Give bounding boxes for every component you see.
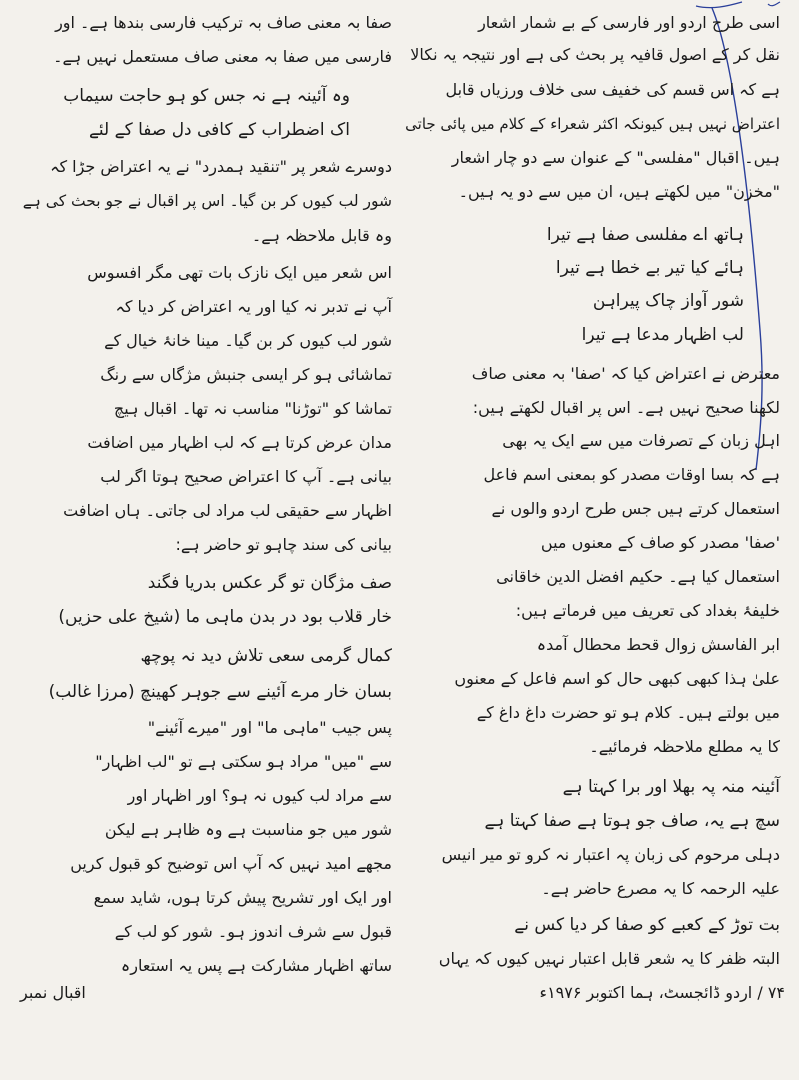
verse-line: وہ آئینہ ہے نہ جس کو ہو حاجت سیماب — [63, 86, 350, 106]
page-number-and-issue: ۷۴ / اردو ڈائجسٹ، ہما اکتوبر ۱۹۷۶ء — [539, 983, 785, 1002]
verse-line: صف مژگان تو گر عکس بدریا فگند — [147, 573, 392, 593]
text-line: علیٰ ہذا کبھی کبھی حال کو اسم فاعل کے معنوں — [454, 669, 780, 688]
text-line: لکھنا صحیح نہیں ہے۔ اس پر اقبال لکھتے ہیں: — [472, 398, 780, 417]
section-label: اقبال نمبر — [20, 983, 86, 1002]
text-line: اسی طرح اردو اور فارسی کے بے شمار اشعار — [478, 13, 780, 32]
verse-line: ہاتھ اے مفلسی صفا ہے تیرا — [546, 225, 744, 245]
text-line: دہلی مرحوم کی زبان پہ اعتبار نہ کرو تو میر انیس — [441, 845, 780, 864]
text-line: ساتھ اظہار مشارکت ہے پس یہ استعارہ — [120, 956, 392, 975]
text-line: 'صفا' مصدر کو صاف کے معنوں میں — [540, 533, 780, 552]
text-line: شور لب کیوں کر بن گیا۔ مینا خانۂ خیال کے — [104, 331, 392, 350]
text-line: استعمال کرتے ہیں جس طرح اردو والوں نے — [491, 499, 780, 518]
text-line: مجھے امید نہیں کہ آپ اس توضیح کو قبول کریں — [70, 854, 392, 873]
text-line: بیانی ہے۔ آپ کا اعتراض صحیح ہوتا اگر لب — [100, 467, 392, 486]
verse-line: بسان خار مرے آئینے سے جوہر کھینچ (مرزا غالب) — [48, 682, 392, 702]
text-line: سے "میں" مراد ہو سکتی ہے تو "لب اظہار" — [95, 752, 392, 771]
right-column — [402, 0, 792, 1080]
verse-line: شور آواز چاک پیراہن — [592, 291, 744, 311]
text-line: معترض نے اعتراض کیا کہ 'صفا' بہ معنی صاف — [471, 364, 780, 383]
verse-line: بت توڑ کے کعبے کو صفا کر دیا کس نے — [514, 915, 780, 935]
text-line: نقل کر کے اصول قافیہ پر بحث کی ہے اور نتیجہ یہ نکالا — [410, 45, 780, 64]
verse-line: آئینہ منہ پہ بھلا اور برا کہتا ہے — [562, 777, 780, 797]
text-line: علیہ الرحمہ کا یہ مصرع حاضر ہے۔ — [541, 879, 780, 898]
text-line: اعتراض نہیں ہیں کیونکہ اکثر شعراء کے کلام میں پائی جاتی — [405, 115, 780, 133]
text-line: تماشائی ہو کر ایسی جنبش مژگاں سے رنگ — [100, 365, 392, 384]
text-line: اظہار سے حقیقی لب مراد لی جاتی۔ ہاں اضافت — [63, 501, 392, 520]
text-line: بیانی کی سند چاہو تو حاضر ہے: — [175, 535, 392, 554]
text-line: شور میں جو مناسبت ہے وہ ظاہر ہے لیکن — [104, 820, 392, 839]
text-line: قبول سے شرف اندوز ہو۔ شور کو لب کے — [114, 922, 392, 941]
text-line: شور لب کیوں کر بن گیا۔ اس پر اقبال نے جو بحث کی ہے — [22, 192, 392, 210]
text-line: صفا بہ معنی صاف بہ ترکیب فارسی بندھا ہے۔ اور — [55, 13, 392, 32]
text-line: تماشا کو "توڑنا" مناسب نہ تھا۔ اقبال ہیچ — [113, 399, 392, 418]
text-line: میں بولتے ہیں۔ کلام ہو تو حضرت داغ داغ کے — [476, 703, 780, 722]
text-line: اہل زبان کے تصرفات میں سے ایک یہ بھی — [502, 431, 780, 450]
verse-line: ابر الفاسش زوال قحط محطال آمدہ — [536, 635, 780, 654]
text-line: فارسی میں صفا بہ معنی صاف مستعمل نہیں ہے۔ — [53, 47, 392, 66]
verse-line: خار قلاب بود در بدن ماہی ما (شیخ علی حزیں) — [58, 607, 392, 627]
page-footer — [0, 983, 799, 1007]
verse-line: سچ ہے یہ، صاف جو ہوتا ہے صفا کہتا ہے — [484, 811, 780, 831]
text-line: کا یہ مطلع ملاحظہ فرمائیے۔ — [589, 737, 780, 756]
verse-line: ہائے کیا تیر بے خطا ہے تیرا — [555, 258, 744, 278]
text-line: مدان عرض کرتا ہے کہ لب اظہار میں اضافت — [87, 433, 392, 452]
text-line: آپ نے تدبر نہ کیا اور یہ اعتراض کر دیا کہ — [115, 297, 392, 316]
text-line: وہ قابل ملاحظہ ہے۔ — [251, 226, 392, 245]
verse-line: اک اضطراب کے کافی دل صفا کے لئے — [88, 120, 350, 140]
text-line: البتہ ظفر کا یہ شعر قابل اعتبار نہیں کیوں کہ یہاں — [438, 949, 780, 968]
text-line: اس شعر میں ایک نازک بات تھی مگر افسوس — [87, 263, 392, 282]
verse-line: کمال گرمی سعی تلاش دید نہ پوچھ — [140, 646, 392, 666]
text-line: ہیں۔ اقبال "مفلسی" کے عنوان سے دو چار اشعار — [451, 148, 780, 167]
text-line: ہے کہ اس قسم کی خفیف سی خلاف ورزیاں قابل — [445, 80, 780, 99]
text-line: سے مراد لب کیوں نہ ہو؟ اور اظہار اور — [127, 786, 392, 805]
text-line: استعمال کیا ہے۔ حکیم افضل الدین خاقانی — [496, 567, 780, 586]
text-line: پس جیب "ماہی ما" اور "میرے آئینے" — [147, 718, 392, 737]
left-column — [14, 0, 398, 1080]
text-line: "مخزن" میں لکھتے ہیں، ان میں سے دو یہ ہیں۔ — [458, 182, 780, 201]
text-line: اور ایک اور تشریح پیش کرتا ہوں، شاید سمع — [93, 888, 392, 907]
text-line: ہے کہ بسا اوقات مصدر کو بمعنی اسم فاعل — [483, 465, 780, 484]
text-line: دوسرے شعر پر "تنقید ہمدرد" نے یہ اعتراض جڑا کہ — [50, 157, 392, 176]
verse-line: لب اظہار مدعا ہے تیرا — [581, 325, 744, 345]
text-line: خلیفۂ بغداد کی تعریف میں فرماتے ہیں: — [515, 601, 780, 620]
